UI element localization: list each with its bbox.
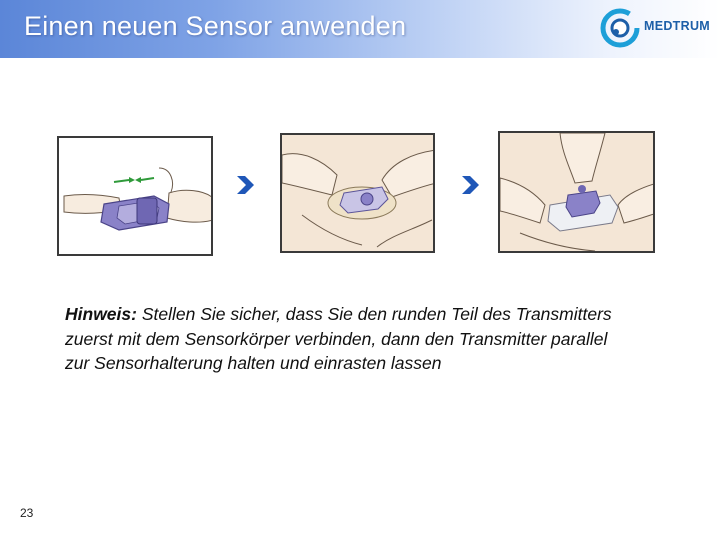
hint-note (65, 302, 625, 376)
step-image-align (280, 133, 435, 253)
medtrum-logo-icon (600, 6, 644, 50)
step-image-connect (57, 136, 213, 256)
hint-label: Hinweis: (65, 304, 137, 324)
chevron-right-icon (459, 174, 481, 196)
logo-text: MEDTRUM (644, 19, 710, 33)
title-bar (0, 0, 720, 58)
medtrum-logo (600, 6, 712, 50)
chevron-right-icon (234, 174, 256, 196)
step-image-snap (498, 131, 655, 253)
slide-title: Einen neuen Sensor anwenden (24, 11, 407, 41)
page-number: 23 (20, 506, 34, 520)
hint-text: Stellen Sie sicher, dass Sie den runden Teil des Transmitters zuerst mit dem Sensorkörper verbinden, dann den Transmitter parallel zur Sensorhalterung halten und einrasten lassen (65, 304, 612, 373)
